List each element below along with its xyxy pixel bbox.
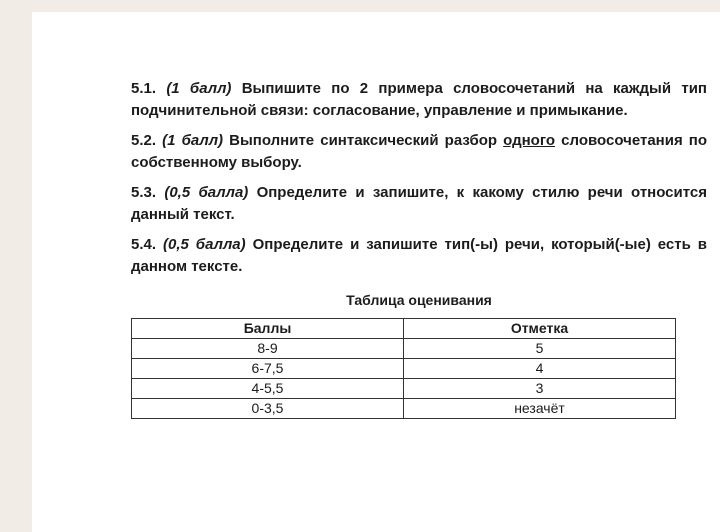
task-text: Выполните синтаксический разбор <box>229 132 498 149</box>
cell-grade: 3 <box>404 379 676 399</box>
task-number: 5.1. <box>131 80 157 97</box>
table-row <box>132 399 676 419</box>
grading-table <box>131 318 676 419</box>
task-number: 5.2. <box>131 132 157 149</box>
task-points: (0,5 балла) <box>163 236 246 253</box>
task-5-2 <box>131 130 707 174</box>
cell-points: 6-7,5 <box>132 359 404 379</box>
cell-points: 0-3,5 <box>132 399 404 419</box>
task-5-4 <box>131 234 707 278</box>
task-text: Определите и запишите тип(-ы) речи, который(-ые) есть в данном тексте. <box>131 236 708 275</box>
task-points: (0,5 балла) <box>164 184 249 201</box>
document-page <box>32 12 720 532</box>
cell-grade: 5 <box>404 339 676 359</box>
table-title: Таблица оценивания <box>346 292 492 308</box>
table-row <box>132 339 676 359</box>
table-row <box>132 359 676 379</box>
task-points: (1 балл) <box>162 132 224 149</box>
document-content <box>131 78 707 419</box>
table-row <box>132 379 676 399</box>
task-text: Выпишите по 2 примера словосочетаний на каждый тип подчинительной связи: согласование, управление и примыкание. <box>131 80 707 119</box>
cell-grade: 4 <box>404 359 676 379</box>
cell-points: 8-9 <box>132 339 404 359</box>
task-points: (1 балл) <box>166 80 232 97</box>
cell-grade: незачёт <box>404 399 676 419</box>
cell-points: 4-5,5 <box>132 379 404 399</box>
header-grade: Отметка <box>404 319 676 339</box>
task-underlined-word: одного <box>503 132 556 149</box>
task-number: 5.4. <box>131 236 157 253</box>
task-text: словосочетания по собственному выбору. <box>131 132 708 171</box>
table-header-row <box>132 319 676 339</box>
header-points: Баллы <box>132 319 404 339</box>
task-5-1 <box>131 78 707 122</box>
task-text: Определите и запишите, к какому стилю речи относится данный текст. <box>131 184 707 223</box>
task-number: 5.3. <box>131 184 157 201</box>
task-5-3 <box>131 182 707 226</box>
